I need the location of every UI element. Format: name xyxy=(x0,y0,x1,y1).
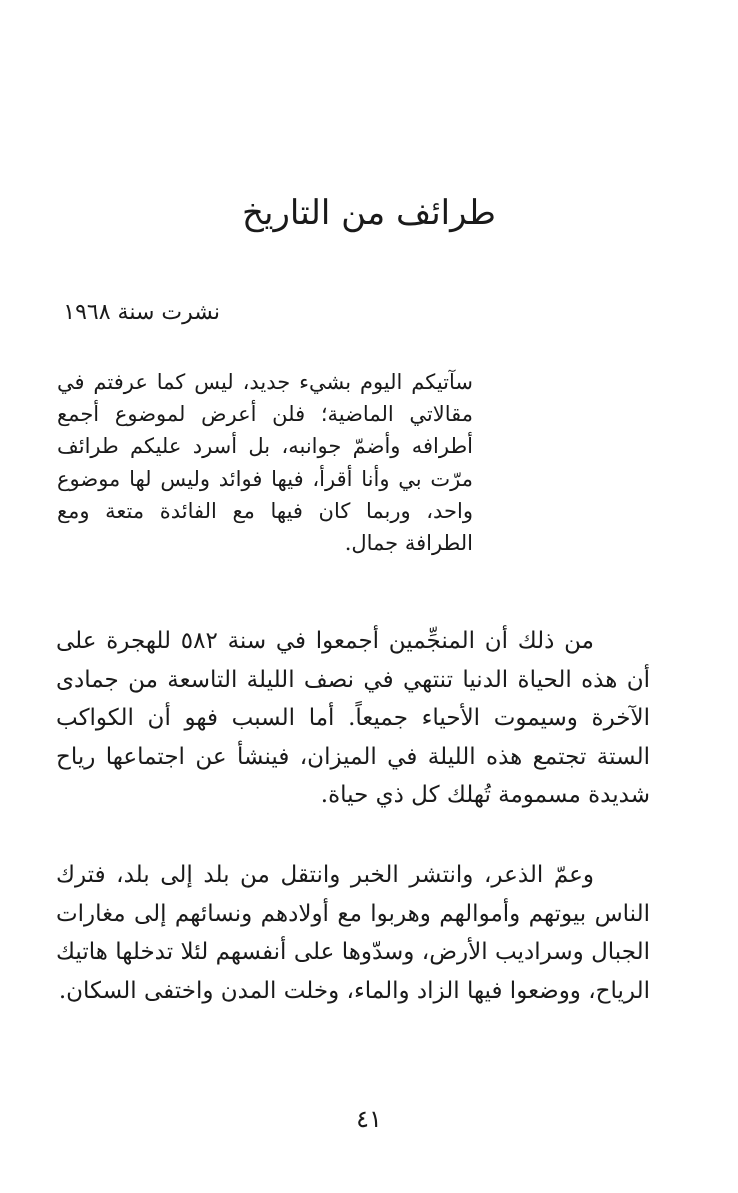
page-number: ٤١ xyxy=(356,1105,382,1133)
body-paragraph: من ذلك أن المنجِّمين أجمعوا في سنة ٥٨٢ للهجرة على أن هذه الحياة الدنيا تنتهي في نصف الليلة التاسعة من جمادى الآخرة وسيموت الأحياء جميعاً. أما السبب فهو أن الكواكب الستة تجتمع هذه الليلة في الميزان، فينشأ عن اجتماعها رياح شديدة مسمومة تُهلك كل ذي حياة. xyxy=(56,628,650,809)
intro-paragraph: سآتيكم اليوم بشيء جديد، ليس كما عرفتم في مقالاتي الماضية؛ فلن أعرض لموضوع أجمع أطرافه وأضمّ جوانبه، بل أسرد عليكم طرائف مرّت بي وأنا أقرأ، فيها فوائد وليس لها موضوع واحد، وربما كان فيها مع الفائدة متعة ومع الطرافة جمال. xyxy=(57,370,473,556)
page-title: طرائف من التاريخ xyxy=(242,193,496,233)
publication-note: نشرت سنة ١٩٦٨ xyxy=(63,300,220,325)
body-paragraph: وعمّ الذعر، وانتشر الخبر وانتقل من بلد إلى بلد، فترك الناس بيوتهم وأموالهم وهربوا مع أولادهم ونسائهم إلى مغارات الجبال وسراديب الأرض، وسدّوها على أنفسهم لئلا تدخلها هاتيك الرياح، ووضعوا فيها الزاد والماء، وخلت المدن واختفى السكان. xyxy=(56,862,650,1004)
